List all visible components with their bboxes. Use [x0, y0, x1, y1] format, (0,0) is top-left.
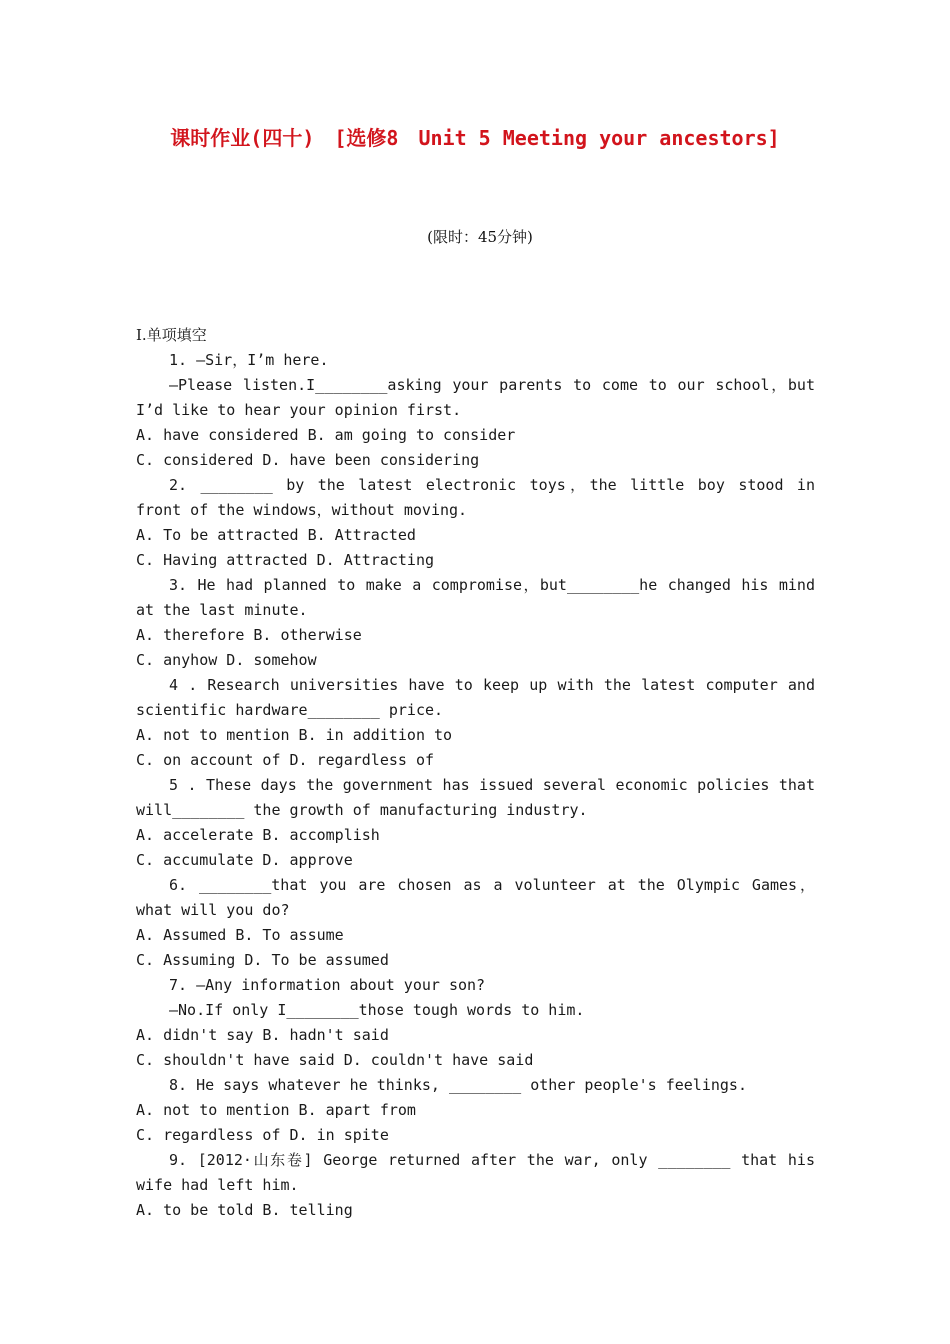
question-1 [136, 348, 815, 473]
question-stem: 9. [2012·山东卷] George returned after the war, only ________ that his wife had left him. [136, 1151, 815, 1194]
question-stem: 5 . These days the government has issued several economic policies that will________ the growth of manufacturing industry. [136, 776, 815, 819]
question-stem: 8. He says whatever he thinks, ________ other people's feelings. [169, 1076, 747, 1094]
question-4 [136, 673, 815, 773]
question-8 [136, 1073, 815, 1148]
options-ab: A. therefore B. otherwise [136, 626, 362, 644]
options-cd: C. regardless of D. in spite [136, 1126, 389, 1144]
time-limit: (限时：45分钟) [427, 228, 533, 246]
options-ab: A. accelerate B. accomplish [136, 826, 380, 844]
question-stem: 2. ________ by the latest electronic toys，the little boy stood in front of the windows，without moving. [136, 476, 815, 519]
section-heading: Ⅰ.单项填空 [136, 326, 207, 344]
options-cd: C. Having attracted D. Attracting [136, 551, 435, 569]
question-stem: 4 . Research universities have to keep up with the latest computer and scientific hardware________ price. [136, 676, 815, 719]
question-stem: 1. —Sir，I’m here. [169, 351, 329, 369]
question-stem: —Please listen.I________asking your parents to come to our school，but I’d like to hear your opinion first. [136, 376, 815, 419]
question-stem: 7. —Any information about your son? [169, 976, 486, 994]
options-cd: C. Assuming D. To be assumed [136, 951, 389, 969]
options-cd: C. accumulate D. approve [136, 851, 353, 869]
options-ab: A. have considered B. am going to consider [136, 426, 516, 444]
options-cd: C. considered D. have been considering [136, 451, 480, 469]
options-ab: A. To be attracted B. Attracted [136, 526, 416, 544]
question-2 [136, 473, 815, 573]
question-stem: —No.If only I________those tough words to him. [169, 1001, 585, 1019]
options-ab: A. not to mention B. in addition to [136, 726, 453, 744]
question-9 [136, 1148, 815, 1223]
question-5 [136, 773, 815, 873]
question-3 [136, 573, 815, 673]
options-ab: A. not to mention B. apart from [136, 1101, 416, 1119]
question-body [136, 323, 815, 1223]
options-cd: C. on account of D. regardless of [136, 751, 435, 769]
page-title: 课时作业(四十) [选修8 Unit 5 Meeting your ancestors] [170, 126, 780, 150]
options-cd: C. anyhow D. somehow [136, 651, 317, 669]
question-7 [136, 973, 815, 1073]
question-stem: 3. He had planned to make a compromise，but________he changed his mind at the last minute. [136, 576, 815, 619]
options-ab: A. Assumed B. To assume [136, 926, 344, 944]
options-ab: A. to be told B. telling [136, 1201, 353, 1219]
question-stem: 6. ________that you are chosen as a volunteer at the Olympic Games，what will you do? [136, 876, 815, 919]
options-ab: A. didn't say B. hadn't said [136, 1026, 389, 1044]
question-6 [136, 873, 815, 973]
options-cd: C. shouldn't have said D. couldn't have said [136, 1051, 534, 1069]
